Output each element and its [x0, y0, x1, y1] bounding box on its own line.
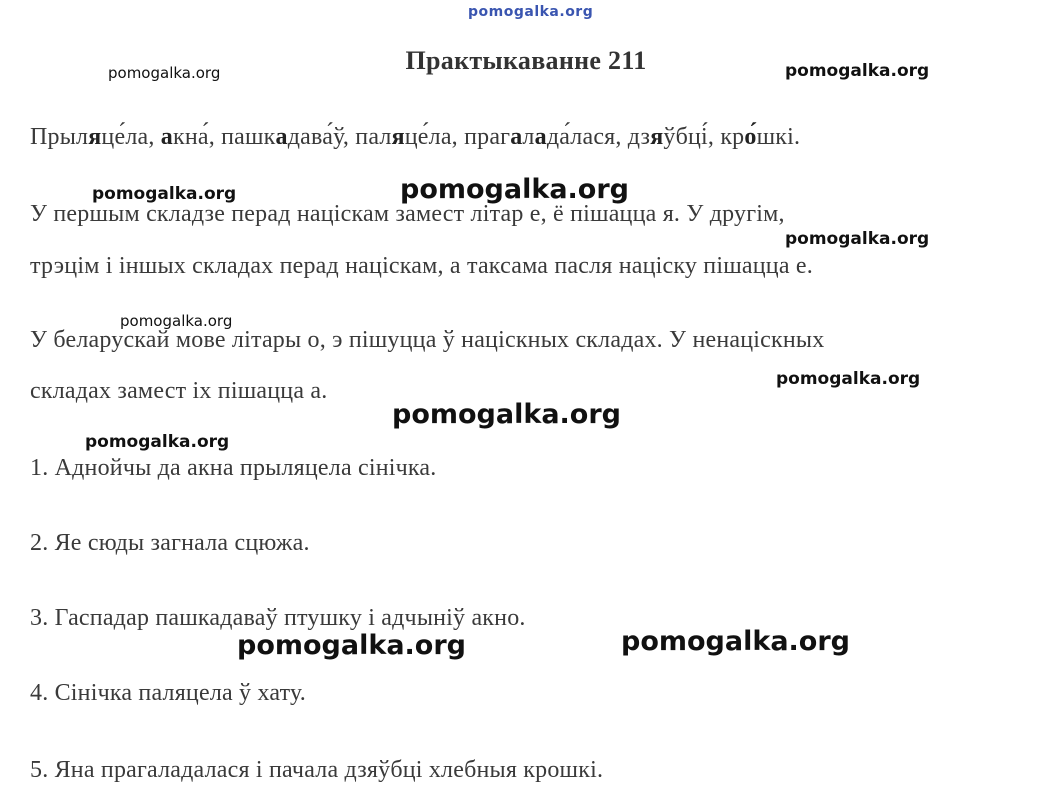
accented-words-line: [30, 124, 800, 151]
text-segment: Прыл: [30, 124, 89, 150]
text-segment: кна́, пашк: [172, 124, 276, 150]
watermark: pomogalka.org: [621, 626, 850, 657]
watermark: pomogalka.org: [108, 64, 221, 82]
watermark: pomogalka.org: [785, 61, 930, 81]
rule1-line-2: трэцім і іншых складах перад націскам, а таксама пасля націску пішацца е.: [30, 253, 813, 279]
rule2-line-1: У беларускай мове літары о, э пішуцца ў націскных складах. У ненаціскных: [30, 327, 825, 353]
text-segment: ўбці́, кр: [663, 124, 745, 150]
highlighted-letter: а: [510, 124, 523, 150]
rule2-line-2: складах замест іх пішацца а.: [30, 378, 328, 404]
watermark: pomogalka.org: [776, 369, 921, 389]
text-segment: дава́ў, пал: [287, 124, 392, 150]
text-segment: л: [522, 124, 535, 150]
text-segment: шкі.: [756, 124, 801, 150]
watermark: pomogalka.org: [400, 174, 629, 205]
highlighted-letter: я: [650, 124, 664, 150]
text-segment: да́лася, дз: [546, 124, 651, 150]
watermark: pomogalka.org: [120, 312, 233, 330]
watermark: pomogalka.org: [237, 630, 466, 661]
watermark: pomogalka.org: [85, 432, 230, 452]
highlighted-letter: а: [275, 124, 288, 150]
highlighted-letter: а: [534, 124, 547, 150]
page-title: Практыкаванне 211: [405, 46, 647, 75]
highlighted-letter: я: [391, 124, 405, 150]
watermark: pomogalka.org: [392, 399, 621, 430]
watermark: pomogalka.org: [92, 184, 237, 204]
sentence-2: 2. Яе сюды загнала сцюжа.: [30, 530, 310, 556]
watermark-top: pomogalka.org: [468, 4, 594, 20]
highlighted-letter: я: [88, 124, 102, 150]
highlighted-letter: о́: [744, 124, 757, 150]
text-segment: це́ла,: [101, 124, 161, 150]
text-segment: це́ла, праг: [404, 124, 511, 150]
highlighted-letter: а: [160, 124, 173, 150]
sentence-1: 1. Аднойчы да акна прыляцела сінічка.: [30, 455, 437, 481]
rule1-line-1: У першым складзе перад націскам замест літар е, ё пішацца я. У другім,: [30, 201, 785, 227]
sentence-4: 4. Сінічка паляцела ў хату.: [30, 680, 306, 706]
sentence-3: 3. Гаспадар пашкадаваў птушку і адчыніў акно.: [30, 605, 526, 631]
sentence-5: 5. Яна прагаладалася і пачала дзяўбці хлебныя крошкі.: [30, 757, 604, 783]
watermark: pomogalka.org: [785, 229, 930, 249]
